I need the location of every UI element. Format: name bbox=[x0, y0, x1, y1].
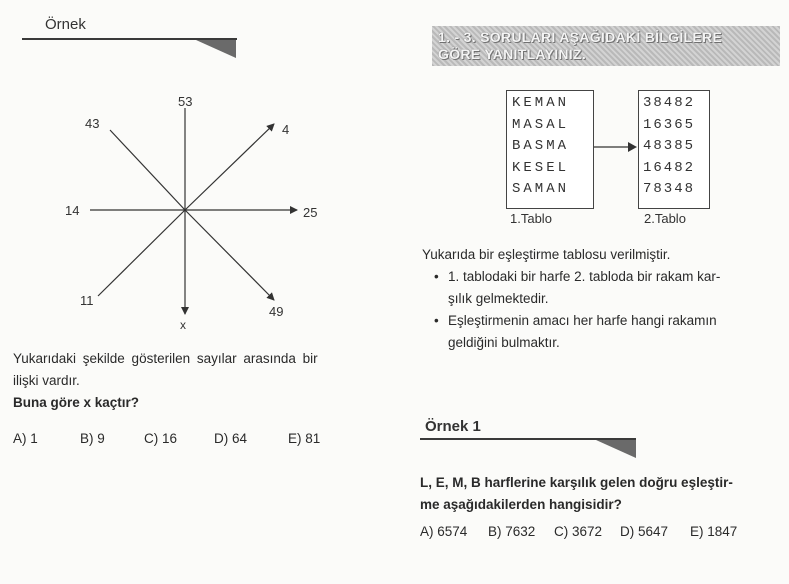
option-c: C) 16 bbox=[144, 431, 178, 446]
line-bottom-left bbox=[98, 210, 185, 296]
bullet-2-line-1: Eşleştirmenin amacı her harfe hangi rakamın bbox=[448, 313, 717, 328]
question-line-2: ilişki vardır. bbox=[13, 373, 80, 388]
number-row: 16365 bbox=[643, 116, 696, 133]
option-d: D) 64 bbox=[214, 431, 248, 446]
r-option-c: C) 3672 bbox=[554, 524, 603, 539]
bullet-1 bbox=[428, 266, 782, 310]
r-option-e: E) 1847 bbox=[690, 524, 738, 539]
info-block bbox=[422, 244, 782, 354]
banner-line-2: GÖRE YANITLAYINIZ. bbox=[438, 46, 587, 62]
table-2-caption: 2.Tablo bbox=[644, 211, 686, 226]
label-top-right: 4 bbox=[282, 122, 290, 137]
number-row: 78348 bbox=[643, 181, 696, 197]
r-question-line-2: me aşağıdakilerden hangisidir? bbox=[420, 497, 622, 512]
word-row: KESEL bbox=[512, 159, 570, 176]
mapping-arrow-icon bbox=[594, 140, 638, 154]
bullet-2-line-2: geldiğini bulmaktır. bbox=[448, 335, 560, 350]
left-question bbox=[13, 348, 383, 414]
left-options bbox=[13, 431, 320, 446]
label-top-left: 43 bbox=[85, 116, 100, 131]
number-row: 38482 bbox=[643, 95, 696, 111]
example-title-flag bbox=[196, 40, 236, 58]
table-2 bbox=[638, 90, 710, 209]
option-e: E) 81 bbox=[288, 431, 321, 446]
instruction-banner bbox=[432, 26, 780, 66]
example-1-title: Örnek 1 bbox=[425, 418, 481, 435]
table-1 bbox=[506, 90, 594, 209]
r-option-d: D) 5647 bbox=[620, 524, 669, 539]
banner-line-1: 1. - 3. SORULARI AŞAĞIDAKİ BİLGİLERE bbox=[438, 29, 723, 45]
line-top-left bbox=[110, 130, 185, 210]
label-bottom: x bbox=[180, 318, 186, 332]
number-row: 48385 bbox=[643, 138, 696, 154]
example-title: Örnek bbox=[45, 16, 86, 33]
bullet-2 bbox=[428, 310, 782, 354]
number-row: 16482 bbox=[643, 159, 696, 176]
option-a: A) 1 bbox=[13, 431, 38, 446]
r-option-b: B) 7632 bbox=[488, 524, 536, 539]
number-star-diagram bbox=[60, 88, 320, 338]
r-option-a: A) 6574 bbox=[420, 524, 468, 539]
bullet-1-line-2: şılık gelmektedir. bbox=[448, 291, 549, 306]
word-row: KEMAN bbox=[512, 95, 570, 111]
intro-text: Yukarıda bir eşleştirme tablosu verilmiştir. bbox=[422, 247, 671, 262]
right-options bbox=[420, 524, 737, 539]
bullet-1-line-1: 1. tablodaki bir harfe 2. tabloda bir rakam kar- bbox=[448, 269, 721, 284]
right-question bbox=[420, 472, 785, 516]
label-top: 53 bbox=[178, 94, 193, 109]
label-bottom-left: 11 bbox=[80, 293, 94, 308]
word-row: MASAL bbox=[512, 116, 570, 133]
word-row: SAMAN bbox=[512, 181, 570, 197]
label-bottom-right: 49 bbox=[269, 304, 284, 319]
option-b: B) 9 bbox=[80, 431, 105, 446]
r-question-line-1: L, E, M, B harflerine karşılık gelen doğru eşleştir- bbox=[420, 475, 733, 490]
label-left: 14 bbox=[65, 203, 80, 218]
question-line-1: Yukarıdaki şekilde gösterilen sayılar arasında bir bbox=[13, 351, 318, 366]
line-bottom-right-arrow bbox=[185, 210, 274, 300]
example-1-flag bbox=[596, 440, 636, 458]
question-prompt: Buna göre x kaçtır? bbox=[13, 395, 140, 410]
word-row: BASMA bbox=[512, 138, 570, 154]
label-right: 25 bbox=[303, 205, 318, 220]
table-1-caption: 1.Tablo bbox=[510, 211, 552, 226]
line-top-right-arrow bbox=[185, 124, 274, 210]
